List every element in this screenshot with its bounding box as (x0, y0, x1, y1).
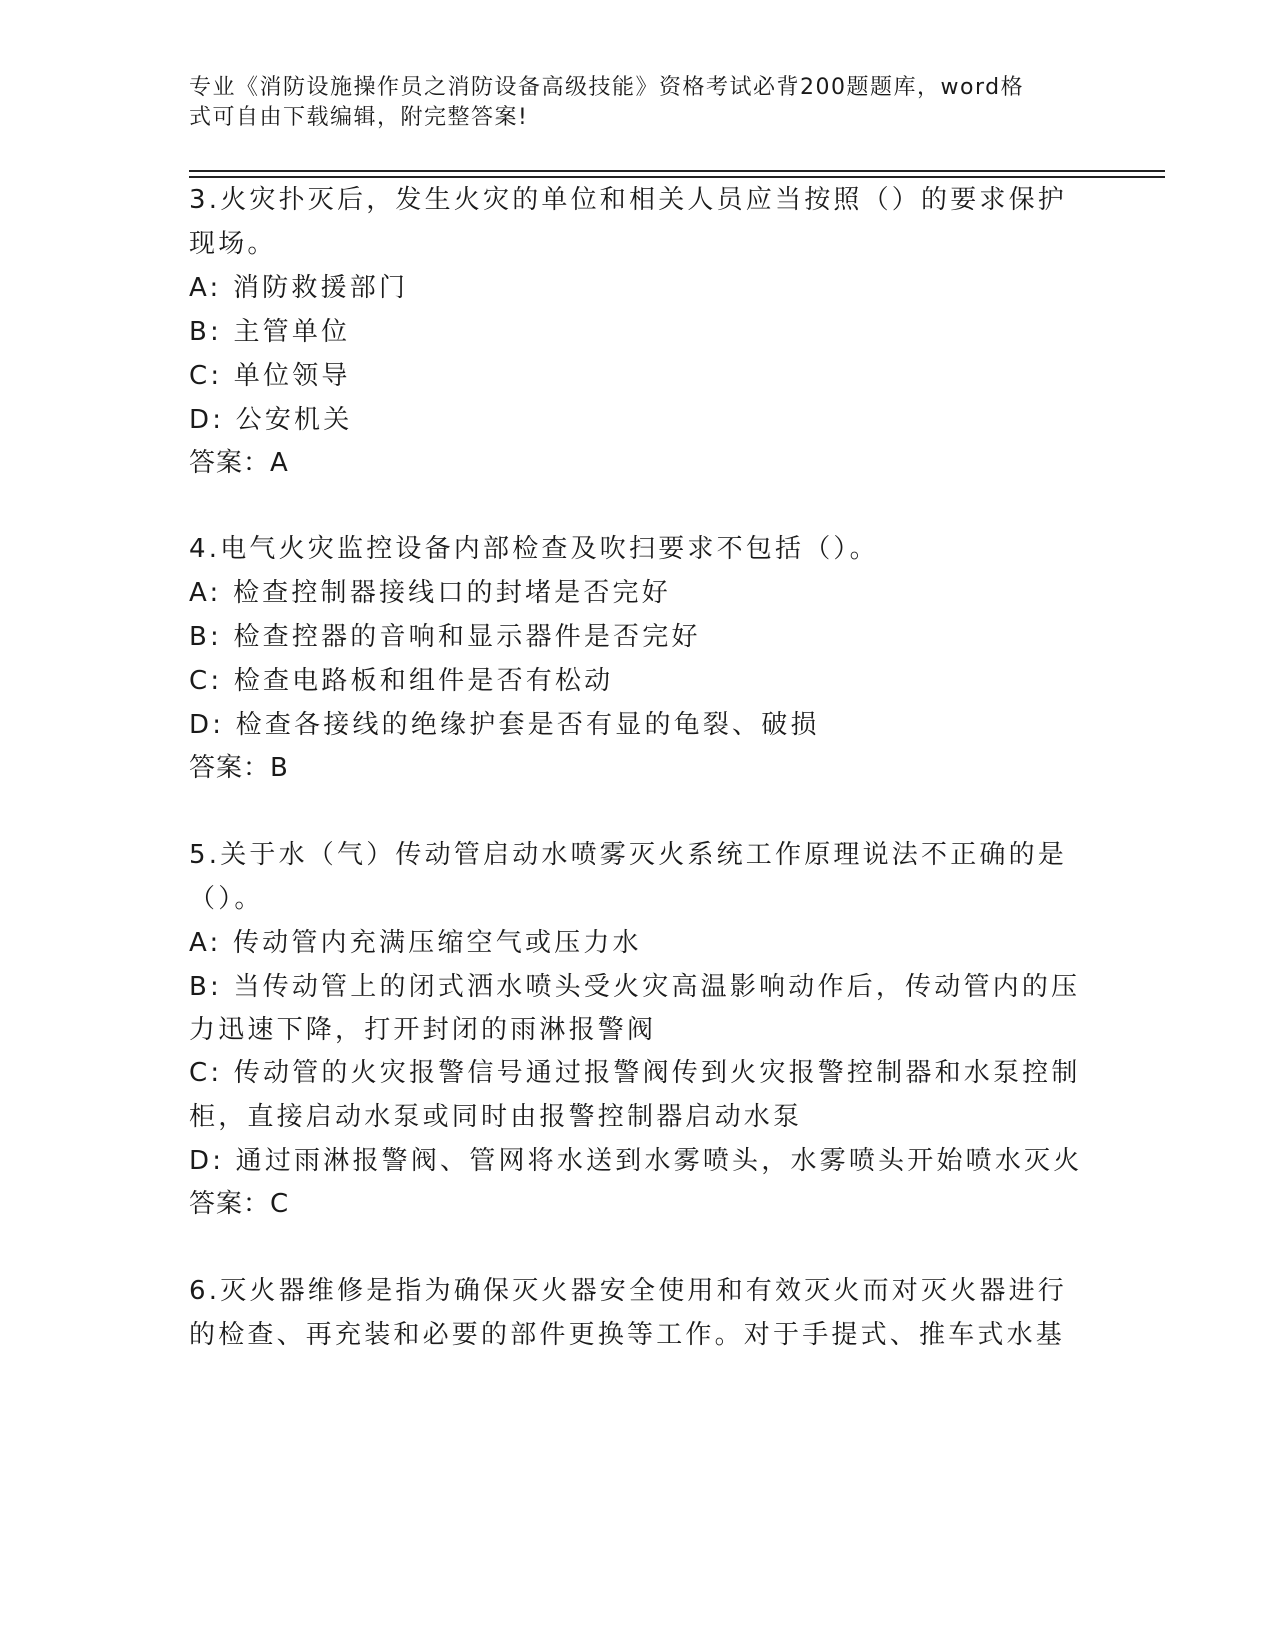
question-6-stem-line-2: 的检查、再充装和必要的部件更换等工作。对于手提式、推车式水基 (189, 1320, 1066, 1350)
question-4-stem-line-1: 4.电气火灾监控设备内部检查及吹扫要求不包括（）。 (189, 534, 879, 564)
question-5-option-c-line-2: 柜，直接启动水泵或同时由报警控制器启动水泵 (189, 1102, 803, 1132)
question-5-option-d: D: 通过雨淋报警阀、管网将水送到水雾喷头，水雾喷头开始喷水灭火 (189, 1146, 1083, 1176)
question-3-option-c: C: 单位领导 (189, 361, 351, 391)
question-4-option-c: C: 检查电路板和组件是否有松动 (189, 666, 614, 696)
question-3-answer: 答案：A (189, 448, 289, 478)
header-line-2: 式可自由下载编辑，附完整答案! (189, 105, 529, 130)
question-6-stem-line-1: 6.灭火器维修是指为确保灭火器安全使用和有效灭火而对灭火器进行 (189, 1276, 1068, 1306)
question-3-option-b: B: 主管单位 (189, 317, 351, 347)
question-5-stem-line-1: 5.关于水（气）传动管启动水喷雾灭火系统工作原理说法不正确的是 (189, 840, 1068, 870)
question-5-option-b-line-2: 力迅速下降，打开封闭的雨淋报警阀 (189, 1015, 657, 1045)
question-4-answer: 答案：B (189, 753, 289, 783)
header-rule-bottom (189, 176, 1165, 178)
question-5-stem-line-2: （）。 (189, 884, 264, 914)
question-5-option-a: A: 传动管内充满压缩空气或压力水 (189, 928, 642, 958)
question-5-answer: 答案：C (189, 1189, 290, 1219)
question-3-option-d: D: 公安机关 (189, 405, 353, 435)
header-line-1: 专业《消防设施操作员之消防设备高级技能》资格考试必背200题题库，word格 (189, 75, 1025, 100)
question-5-option-c-line-1: C: 传动管的火灾报警信号通过报警阀传到火灾报警控制器和水泵控制 (189, 1058, 1081, 1088)
question-4-option-b: B: 检查控器的音响和显示器件是否完好 (189, 622, 701, 652)
question-5-option-b-line-1: B: 当传动管上的闭式洒水喷头受火灾高温影响动作后，传动管内的压 (189, 972, 1081, 1002)
header-rule-top (189, 170, 1165, 172)
question-4-option-d: D: 检查各接线的绝缘护套是否有显的龟裂、破损 (189, 710, 820, 740)
question-3-stem-line-2: 现场。 (189, 229, 277, 259)
question-3-stem-line-1: 3.火灾扑灭后，发生火灾的单位和相关人员应当按照（）的要求保护 (189, 185, 1068, 215)
question-3-option-a: A: 消防救援部门 (189, 273, 409, 303)
question-4-option-a: A: 检查控制器接线口的封堵是否完好 (189, 578, 671, 608)
